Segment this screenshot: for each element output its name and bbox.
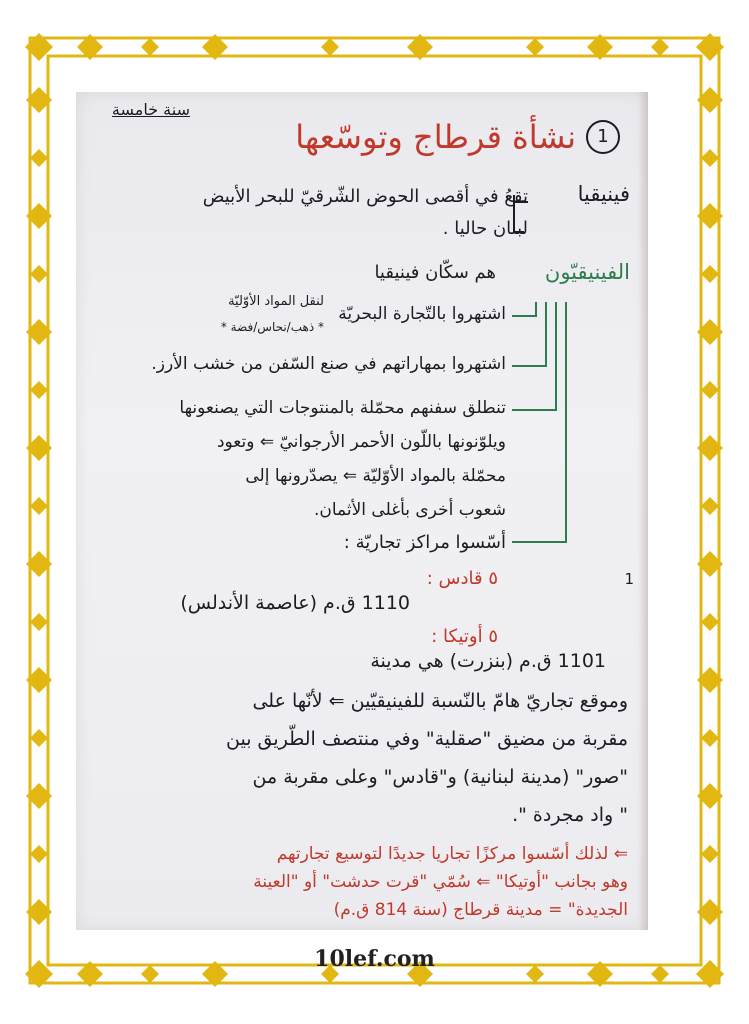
phoenicia-term: فينيقيا [577, 182, 630, 206]
frame-diamond [30, 381, 48, 399]
paragraph-line-4: " واد مجردة ". [512, 804, 628, 826]
phoenicians-term: الفينيقيّون [544, 260, 630, 284]
frame-diamond [701, 497, 719, 515]
frame-diamond [30, 613, 48, 631]
frame-diamond [30, 265, 48, 283]
paragraph-line-3: "صور" (مدينة لبنانية) و"قادس" وعلى مقربة من [252, 766, 628, 788]
frame-diamond [701, 729, 719, 747]
paragraph-line-2: مقربة من مضيق "صقلية" وفي منتصف الطّريق بين [226, 728, 628, 750]
center-bullet: ٥ [488, 568, 498, 589]
fact-note-metals: * ذهب/نحاس/فضة * [220, 320, 324, 334]
center-name: أوتيكا : [431, 626, 483, 647]
frame-diamond [141, 38, 159, 56]
phoenicia-definition-2: لبنان حاليا . [442, 218, 528, 239]
fact-exports-line-3: محمّلة بالمواد الأوّليّة ⇐ يصدّرونها إلى [245, 466, 506, 486]
frame-diamond [30, 729, 48, 747]
frame-diamond [651, 38, 669, 56]
frame-diamond [701, 845, 719, 863]
fact-shipbuilding: اشتهروا بمهاراتهم في صنع السّفن من خشب الأرز. [151, 354, 506, 374]
center-bullet: ٥ [488, 626, 498, 647]
frame-diamond [30, 845, 48, 863]
center-item-cadiz [427, 568, 498, 589]
notebook-page [76, 92, 648, 930]
grade-label: سنة خامسة [111, 100, 190, 119]
center-item-utica [431, 626, 498, 647]
lesson-title: نشأة قرطاج وتوسّعها [295, 118, 576, 156]
frame-diamond [701, 149, 719, 167]
center-name: قادس : [426, 568, 483, 589]
fact-exports-line-1: تنطلق سفنهم محمّلة بالمنتوجات التي يصنعونها [179, 398, 506, 418]
site-watermark: 10lef.com [314, 946, 435, 972]
frame-diamond [526, 38, 544, 56]
conclusion-line-3: الجديدة" = مدينة قرطاج (سنة 814 ق.م) [333, 900, 628, 920]
center-date-cadiz: 1110 ق.م (عاصمة الأندلس) [180, 592, 410, 614]
frame-diamond [30, 497, 48, 515]
paragraph-line-1: وموقع تجاريّ هامّ بالنّسبة للفينيقيّين ⇐ لأنّها على [252, 690, 628, 712]
phoenicians-definition: هم سكّان فينيقيا [374, 262, 496, 283]
frame-diamond [321, 38, 339, 56]
fact-exports-line-4: شعوب أخرى بأغلى الأثمان. [313, 500, 506, 520]
lesson-number: 1 [597, 126, 609, 147]
conclusion-line-1: ⇐ لذلك أسّسوا مركزًا تجاريا جديدًا لتوسيع تجارتهم [276, 844, 628, 864]
frame-diamond [701, 613, 719, 631]
conclusion-line-2: وهو بجانب "أوتيكا" ⇐ سُمّي "قرت حدشت" أو "العينة [253, 872, 628, 892]
fact-exports-line-2: ويلوّنونها باللّون الأحمر الأرجوانيّ ⇐ وتعود [216, 432, 506, 452]
frame-diamond [30, 149, 48, 167]
fact-note-raw-materials: لنقل المواد الأوّليّة [228, 294, 324, 309]
frame-diamond [701, 265, 719, 283]
fact-maritime-trade: اشتهروا بالتّجارة البحريّة [338, 304, 506, 324]
fact-trade-centers: أسّسوا مراكز تجاريّة : [343, 532, 506, 553]
phoenicia-definition-1: تقعُ في أقصى الحوض الشّرقيّ للبحر الأبيض [202, 186, 528, 207]
margin-number-text: 1 [624, 570, 634, 588]
center-date-utica: 1101 ق.م (بنزرت) هي مدينة [370, 650, 606, 672]
frame-diamond [701, 381, 719, 399]
